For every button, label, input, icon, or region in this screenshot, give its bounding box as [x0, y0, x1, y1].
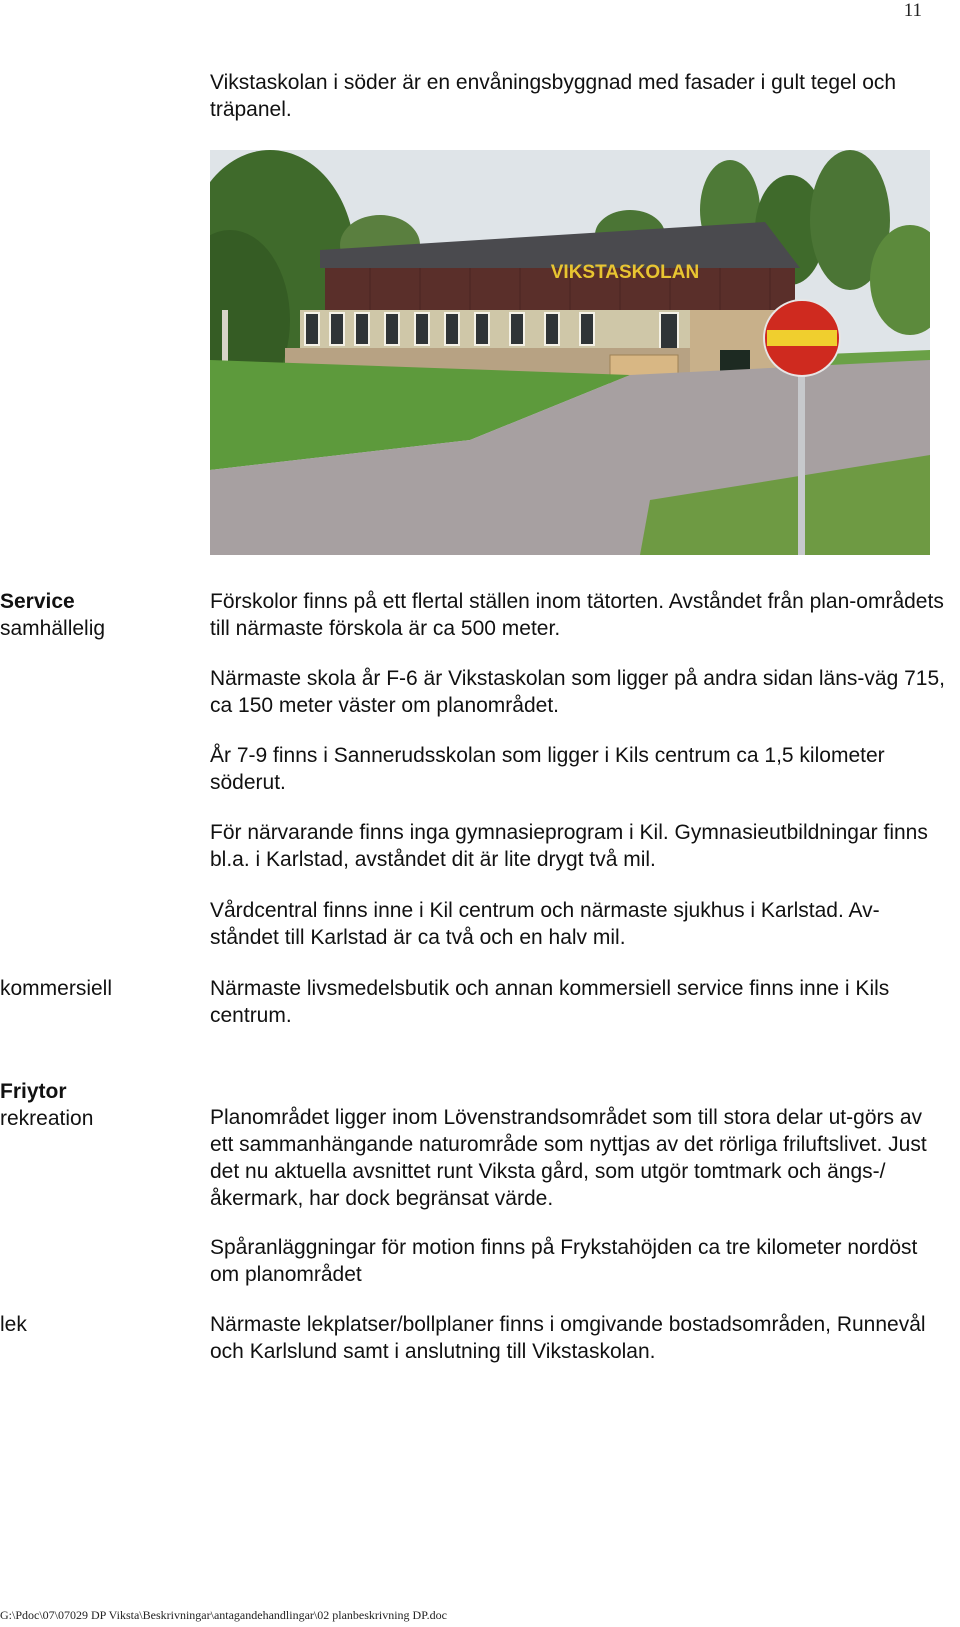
intro-paragraph: Vikstaskolan i söder är en envåningsbyggnad med fasader i gult tegel och träpanel. [210, 71, 897, 121]
service-paragraph-5: Vårdcentral finns inne i Kil centrum och närmaste sjukhus i Karlstad. Av-ståndet till Karlstad är ca två och en halv mil. [210, 899, 880, 949]
recreation-label [0, 1078, 93, 1132]
service-heading: Service [0, 590, 75, 613]
service-subheading: samhällelig [0, 617, 106, 640]
play-paragraph: Närmaste lekplatser/bollplaner finns i omgivande bostadsområden, Runnevål och Karlslund samt i anslutning till Vikstaskolan. [210, 1313, 926, 1363]
service-paragraph-2: Närmaste skola år F-6 är Vikstaskolan som ligger på andra sidan läns-väg 715, ca 150 meter väster om planområdet. [210, 667, 945, 717]
recreation-subheading: rekreation [0, 1107, 94, 1130]
footer-file-path: G:\Pdoc\07\07029 DP Viksta\Beskrivningar\antagandehandlingar\02 planbeskrivning DP.doc [0, 1608, 447, 1622]
service-paragraph-4: För närvarande finns inga gymnasieprogram i Kil. Gymnasieutbildningar finns bl.a. i Karlstad, avståndet dit är lite drygt två mil. [210, 821, 928, 871]
service-paragraph-1: Förskolor finns på ett flertal ställen inom tätorten. Avståndet från plan-områdets till närmaste förskola är ca 500 meter. [210, 590, 944, 640]
play-label: lek [0, 1313, 27, 1336]
photo-sign-pole [798, 365, 805, 555]
commercial-paragraph: Närmaste livsmedelsbutik och annan kommersiell service finns inne i Kils centrum. [210, 977, 890, 1027]
recreation-paragraph-2: Spåranläggningar för motion finns på Frykstahöjden ca tre kilometer nordöst om planområdet [210, 1236, 918, 1286]
school-photo [210, 150, 930, 555]
school-sign-text: VIKSTASKOLAN [550, 262, 700, 283]
service-paragraph-3: År 7-9 finns i Sannerudsskolan som ligger i Kils centrum ca 1,5 kilometer söderut. [210, 744, 885, 794]
page-number: 11 [903, 0, 922, 21]
recreation-paragraph-1: Planområdet ligger inom Lövenstrandsområdet som till stora delar ut-görs av ett sammanhängande naturområde som nyttjas av det rörliga friluftslivet. Just det nu aktuella avsnittet runt Viksta gård, som utgör tomtmark och ängs-/åkermark, har dock begränsat värde. [210, 1106, 927, 1210]
commercial-label: kommersiell [0, 977, 113, 1000]
recreation-heading: Friytor [0, 1080, 67, 1103]
service-label [0, 588, 105, 642]
